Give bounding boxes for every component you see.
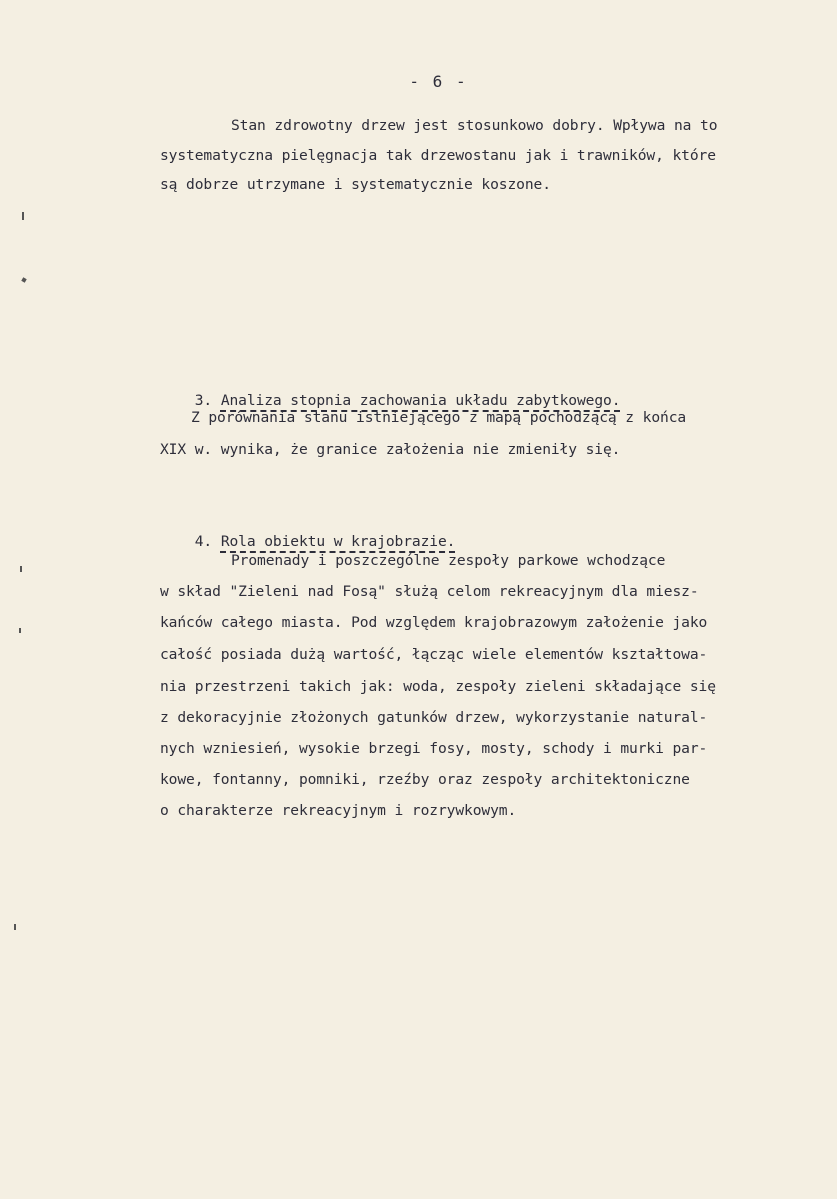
scan-mark [14,924,16,930]
section-4-line-5: nia przestrzeni takich jak: woda, zespoły zieleni składające się [160,678,716,695]
section-3-number: 3. [194,392,213,409]
section-4-line-6: z dekoracyjnie złożonych gatunków drzew, wykorzystanie natural- [160,709,708,726]
scan-mark [19,628,21,633]
section-4-line-8: kowe, fontanny, pomniki, rzeźby oraz zespoły architektoniczne [160,771,690,788]
section-3-title: Analiza stopnia zachowania układu zabytkowego. [220,392,621,409]
paragraph-1-line-2: systematyczna pielęgnacja tak drzewostanu jak i trawników, które [160,147,716,164]
section-4-title: Rola obiektu w krajobrazie. [220,533,456,550]
section-4-line-7: nych wzniesień, wysokie brzegi fosy, mosty, schody i murki par- [160,740,708,757]
section-4-number: 4. [194,533,213,550]
section-4-line-2: w skład "Zieleni nad Fosą" służą celom rekreacyjnym dla miesz- [160,583,699,600]
section-4-line-1: Promenady i poszczególne zespoły parkowe wchodzące [231,552,666,569]
section-3-line-1: Z porównania stanu istniejącego z mapą pochodzącą z końca [191,409,687,426]
scan-mark [22,212,24,220]
section-4-line-3: kańców całego miasta. Pod względem krajobrazowym założenie jako [160,614,708,631]
scan-mark [21,277,26,282]
section-4-line-4: całość posiada dużą wartość, łącząc wiele elementów kształtowa- [160,646,708,663]
paragraph-1-line-1: Stan zdrowotny drzew jest stosunkowo dobry. Wpływa na to [231,117,718,134]
page-number: - 6 - [409,72,468,91]
paragraph-1-line-3: są dobrze utrzymane i systematycznie koszone. [160,176,551,193]
section-3-line-2: XIX w. wynika, że granice założenia nie zmieniły się. [160,441,621,458]
section-4-line-9: o charakterze rekreacyjnym i rozrywkowym. [160,802,517,819]
scan-mark [20,566,22,572]
